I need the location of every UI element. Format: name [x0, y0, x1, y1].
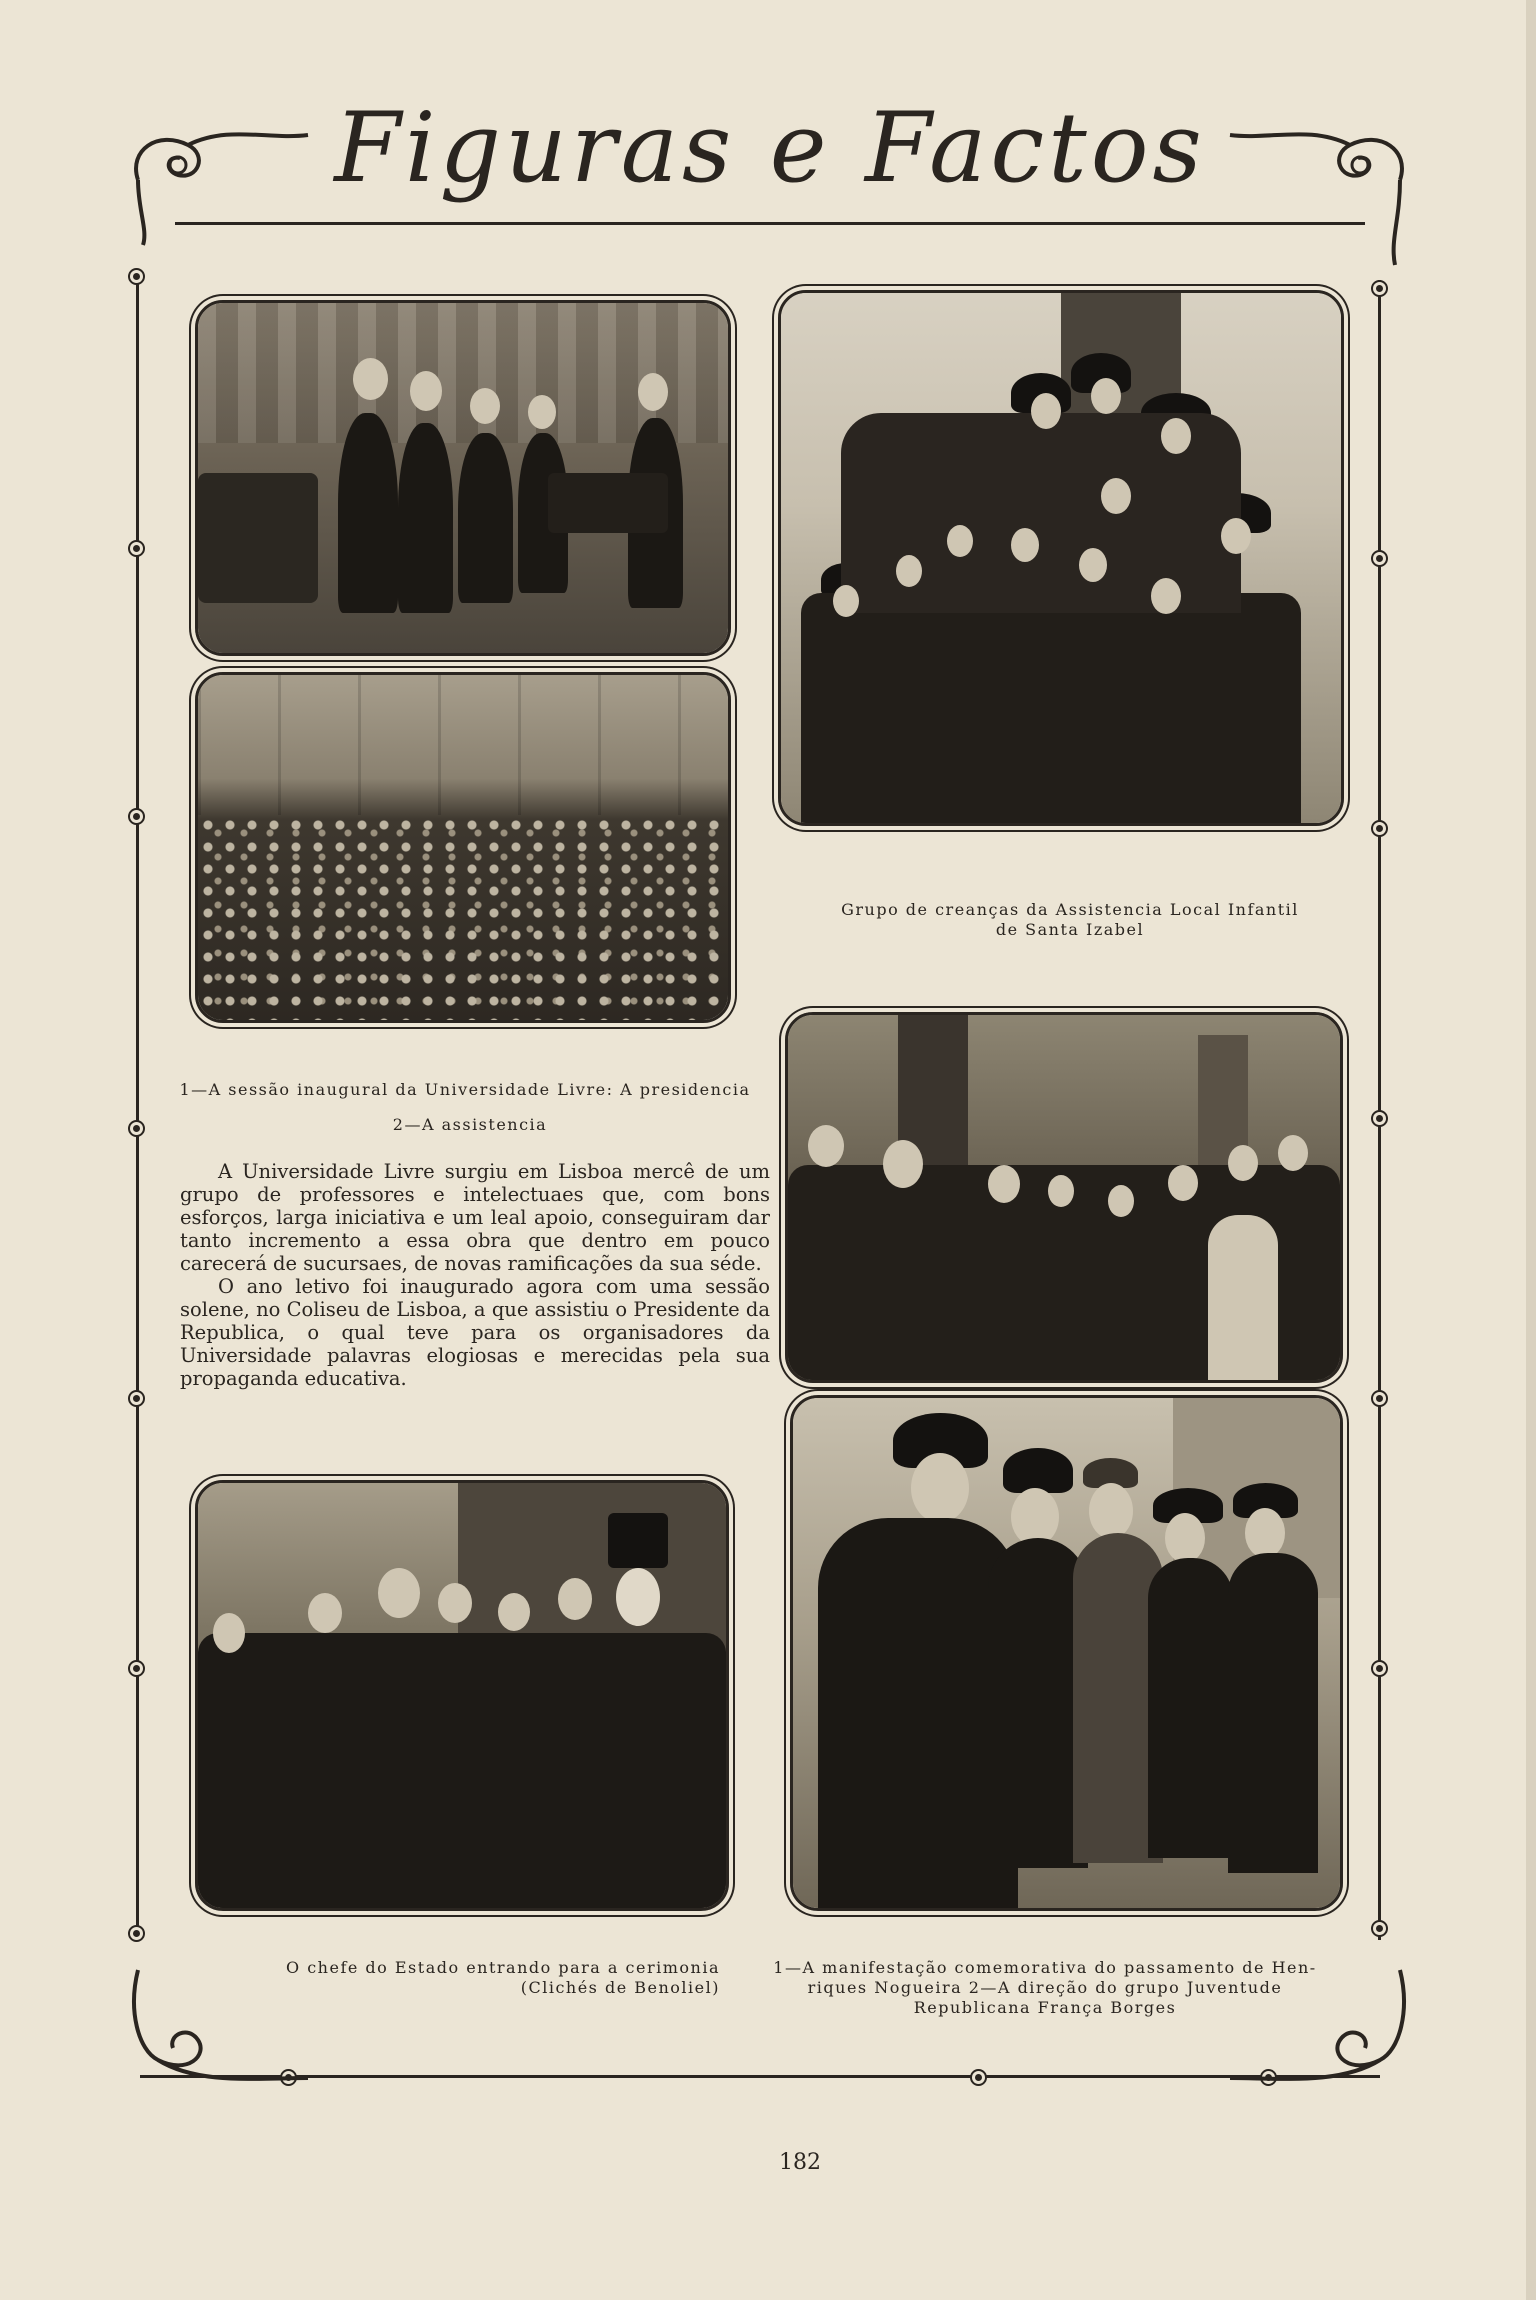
caption-line: Republicana França Borges	[913, 1998, 1177, 2017]
caption-manifestacao	[760, 1958, 1330, 2018]
photo-manifestacao	[785, 1012, 1343, 1383]
caption-line: riques Nogueira 2—A direção do grupo Juventude	[807, 1978, 1283, 1997]
caption-line: Grupo de creanças da Assistencia Local Infantil	[841, 900, 1299, 919]
article-paragraph: O ano letivo foi inaugurado agora com uma sessão solene, no Coliseu de Lisboa, a que assistiu o Presidente da Republica, o qual teve para os organisadores da Universidade palavras elogiosas e merecidas pela sua propaganda educativa.	[180, 1275, 770, 1390]
caption-line: O chefe do Estado entrando para a cerimonia	[286, 1958, 720, 1977]
corner-scroll-icon	[1220, 120, 1420, 270]
caption-line: (Clichés de Benoliel)	[520, 1978, 720, 1997]
caption-grupo-creancas	[790, 900, 1350, 940]
photo-sessao-assistencia	[195, 672, 731, 1023]
photo-grupo-creancas	[778, 290, 1344, 826]
photo-chefe-estado	[195, 1480, 729, 1911]
corner-scroll-icon	[118, 120, 318, 250]
caption-sessao-assistencia: 2—A assistencia	[392, 1115, 548, 1134]
article-paragraph: A Universidade Livre surgiu em Lisboa mercê de um grupo de professores e intelectuaes que, com bons esforços, larga iniciativa e um leal apoio, conseguiram dar tanto incremento a essa obra que dentro em pouco carecerá de sucursaes, de novas ramificações da sua séde.	[180, 1160, 770, 1275]
page-title: Figuras e Factos	[334, 92, 1206, 204]
caption-line: 1—A manifestação comemorativa do passamento de Hen-	[773, 1958, 1317, 1977]
article-body	[180, 1160, 770, 1390]
photo-direcao-juventude	[790, 1395, 1343, 1911]
caption-chefe-estado	[240, 1958, 720, 1998]
caption-sessao-presidencia: 1—A sessão inaugural da Universidade Livre: A presidencia	[179, 1080, 751, 1099]
page-number: 182	[779, 2150, 821, 2175]
photo-sessao-presidencia	[195, 300, 731, 656]
page-edge	[1526, 0, 1536, 2300]
caption-line: de Santa Izabel	[995, 920, 1145, 939]
